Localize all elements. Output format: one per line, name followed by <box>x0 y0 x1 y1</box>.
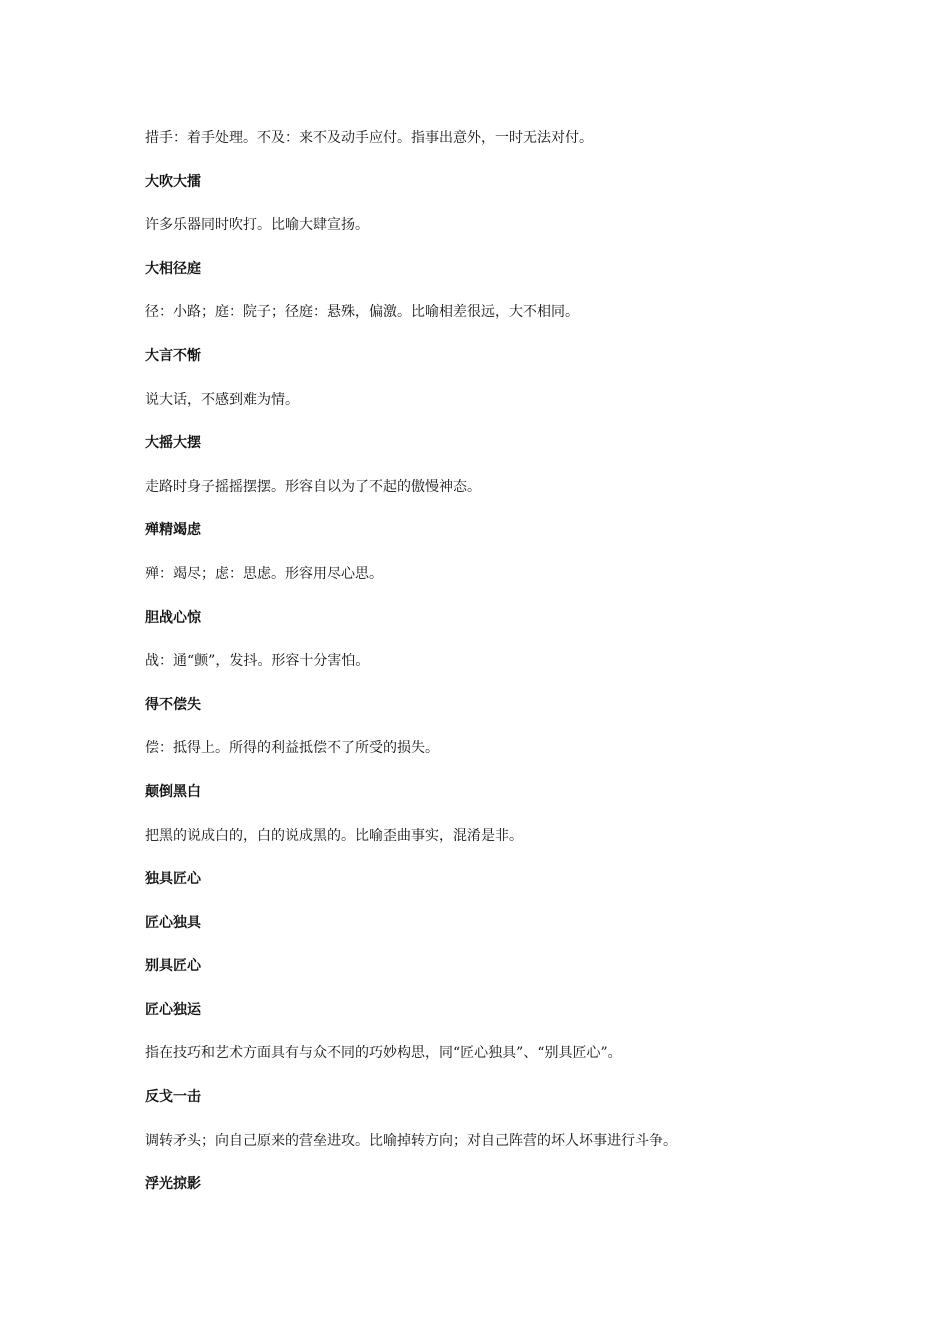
definition-text: 指在技巧和艺术方面具有与众不同的巧妙构思，同“匠心独具”、“别具匠心”。 <box>145 1045 622 1062</box>
definition-text: 偿：抵得上。所得的利益抵偿不了所受的损失。 <box>145 740 439 757</box>
idiom-heading: 别具匠心 <box>145 958 201 975</box>
document-body <box>145 127 825 1217</box>
definition-text: 把黑的说成白的，白的说成黑的。比喻歪曲事实，混淆是非。 <box>145 827 523 844</box>
idiom-heading: 浮光掠影 <box>145 1176 201 1193</box>
idiom-heading: 大相径庭 <box>145 260 201 277</box>
definition-text: 战：通“颤”，发抖。形容十分害怕。 <box>145 653 370 670</box>
idiom-heading: 殚精竭虑 <box>145 522 201 539</box>
definition-text: 说大话，不感到难为情。 <box>145 391 299 408</box>
idiom-heading: 独具匠心 <box>145 871 201 888</box>
idiom-heading: 反戈一击 <box>145 1089 201 1106</box>
definition-text: 调转矛头；向自己原来的营垒进攻。比喻掉转方向；对自己阵营的坏人坏事进行斗争。 <box>145 1132 677 1149</box>
definition-text: 径：小路；庭：院子；径庭：悬殊，偏激。比喻相差很远，大不相同。 <box>145 304 579 321</box>
idiom-heading: 大摇大摆 <box>145 435 201 452</box>
idiom-heading: 大吹大擂 <box>145 173 201 190</box>
definition-text: 殚：竭尽；虑：思虑。形容用尽心思。 <box>145 565 383 582</box>
idiom-heading: 胆战心惊 <box>145 609 201 626</box>
idiom-heading: 大言不惭 <box>145 347 201 364</box>
idiom-heading: 得不偿失 <box>145 696 201 713</box>
definition-text: 走路时身子摇摇摆摆。形容自以为了不起的傲慢神态。 <box>145 478 481 495</box>
idiom-heading: 匠心独具 <box>145 914 201 931</box>
definition-text: 许多乐器同时吹打。比喻大肆宣扬。 <box>145 217 369 234</box>
definition-text: 措手：着手处理。不及：来不及动手应付。指事出意外，一时无法对付。 <box>145 130 593 146</box>
idiom-heading: 颠倒黑白 <box>145 783 201 800</box>
idiom-heading: 匠心独运 <box>145 1001 201 1018</box>
